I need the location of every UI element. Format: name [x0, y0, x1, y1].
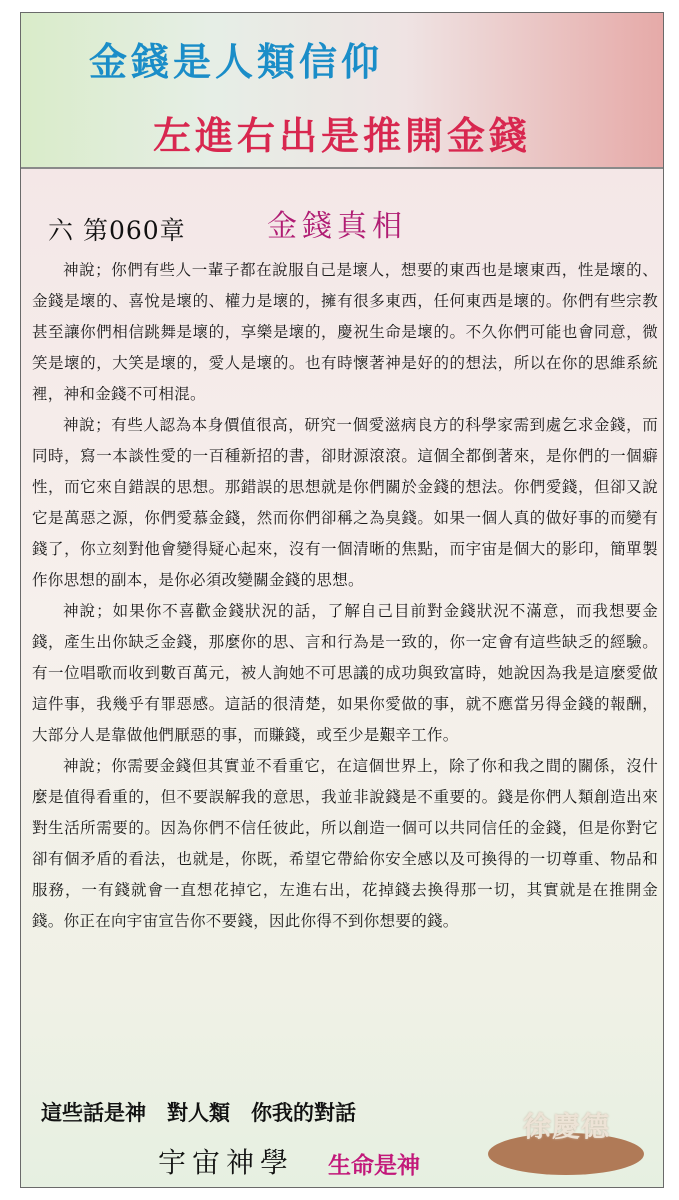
- paragraph: 神說；你需要金錢但其實並不看重它，在這個世界上，除了你和我之間的關係，沒什麼是值得看重的，但不要誤解我的意思，我並非說錢是不重要的。錢是你們人類創造出來對生活所需要的。因為你們不信任彼此，所以創造一個可以共同信任的金錢，但是你對它卻有個矛盾的看法，也就是，你既，希望它帶給你安全感以及可換得的一切尊重、物品和服務，一有錢就會一直想花掉它，左進右出，花掉錢去換得那一切，其實就是在推開金錢。你正在向宇宙宣告你不要錢，因此你得不到你想要的錢。: [32, 757, 658, 930]
- chapter-title: 金錢真相: [267, 209, 407, 244]
- sub-title: 左進右出是推開金錢: [153, 114, 532, 158]
- paragraph: 神說；你們有些人一輩子都在說服自己是壞人，想要的東西也是壞東西，性是壞的、金錢是壞的、喜悅是壞的、權力是壞的，擁有很多東西，任何東西是壞的。你們有些宗教甚至讓你們相信跳舞是壞的，享樂是壞的，慶祝生命是壞的。不久你們可能也會同意，微笑是壞的，大笑是壞的，愛人是壞的。也有時懷著神是好的的想法，所以在你的思維系統裡，神和金錢不可相混。: [32, 261, 658, 403]
- article-text: [32, 255, 658, 937]
- main-title: 金錢是人類信仰: [89, 40, 384, 84]
- title-banner: [21, 13, 663, 169]
- footer-theology: 宇宙神學: [158, 1146, 295, 1179]
- footer-life-is-god: 生命是神: [328, 1152, 420, 1179]
- paragraph: 神說；有些人認為本身價值很高，研究一個愛滋病良方的科學家需到處乞求金錢，而同時，寫一本談性愛的一百種新招的書，卻財源滾滾。這個全都倒著來，是你們的一個癖性，而它來自錯誤的思想。那錯誤的思想就是你們關於金錢的想法。你們愛錢，但卻又說它是萬惡之源，你們愛慕金錢，然而你們卻稱之為臭錢。如果一個人真的做好事的而變有錢了，你立刻對他會變得疑心起來，沒有一個清晰的焦點，而宇宙是個大的影印，簡單製作你思想的副本，是你必須改變關金錢的思想。: [32, 416, 658, 589]
- footer-dialogue-line: 這些話是神 對人類 你我的對話: [41, 1100, 356, 1125]
- paragraph: 神說；如果你不喜歡金錢狀況的話，了解自己目前對金錢狀況不滿意，而我想要金錢，產生出你缺乏金錢，那麼你的思、言和行為是一致的，你一定會有這些缺乏的經驗。有一位唱歌而收到數百萬元，被人詢她不可思議的成功與致富時，她說因為我是這麼愛做這件事，我幾乎有罪惡感。這話的很清楚，如果你愛做的事，就不應當另得金錢的報酬，大部分人是靠做他們厭惡的事，而賺錢，或至少是艱辛工作。: [32, 602, 658, 744]
- author-signature: 徐慶德: [523, 1110, 611, 1143]
- page-frame: [20, 12, 664, 1188]
- article-body: [21, 169, 663, 1188]
- chapter-number: 六 第060章: [48, 216, 186, 245]
